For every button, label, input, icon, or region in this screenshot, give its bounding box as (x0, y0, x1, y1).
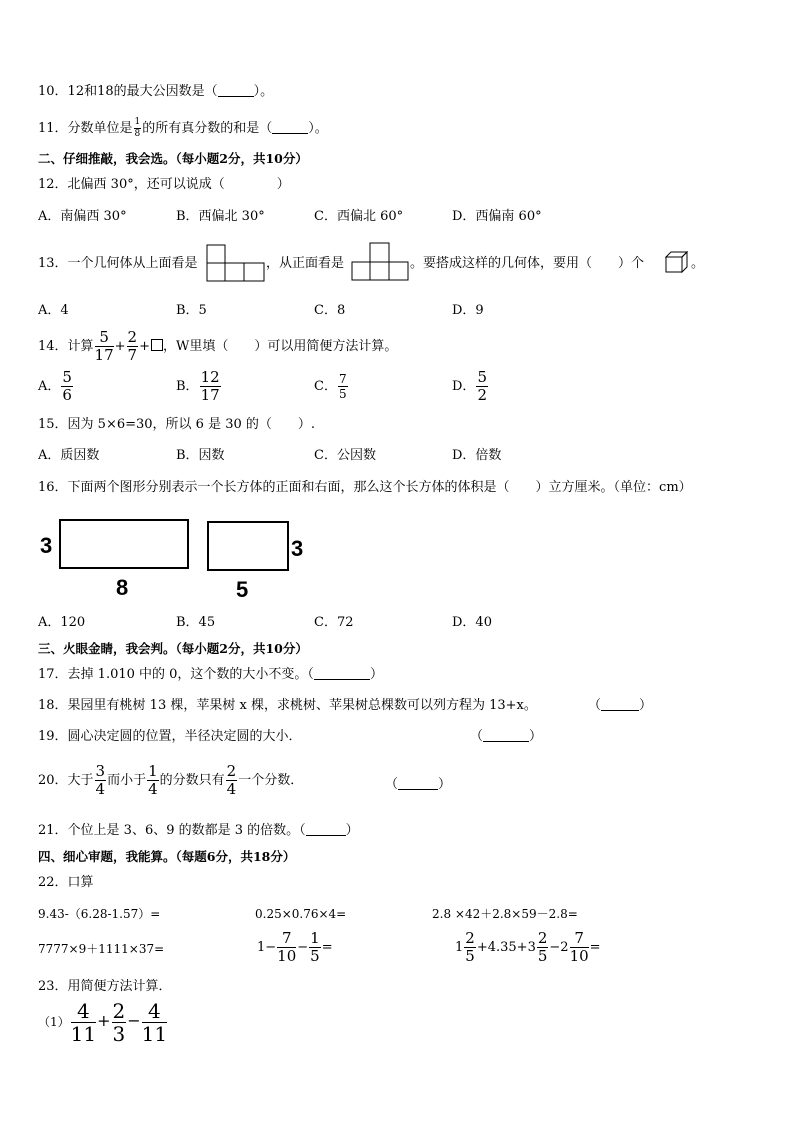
q15-option-b[interactable]: B．因数 (176, 448, 225, 463)
q13-option-b[interactable]: B．5 (176, 303, 207, 318)
q22-expr-1: 9.43-（6.28-1.57）= (38, 907, 161, 921)
q14-option-a[interactable]: A． $\frac{5}{6}$ (38, 368, 72, 404)
q11-fraction: $\frac{1}{8}$ (134, 117, 141, 139)
q14-option-d[interactable]: D． $\frac{5}{2}$ (452, 368, 487, 404)
q14-option-b[interactable]: B． $\frac{12}{17}$ (176, 368, 220, 404)
q17-text: 17．去掉 1.010 中的 0，这个数的大小不变。（ (38, 667, 314, 682)
front-width-label: 8 (116, 575, 129, 600)
q20-blank[interactable] (398, 777, 438, 790)
question-21: 21．个位上是 3、6、9 的数都是 3 的倍数。（ ） (38, 823, 359, 838)
front-height-label: 3 (40, 533, 53, 558)
q14-pre: 14．计算 (38, 339, 94, 354)
right-width-label: 5 (236, 577, 249, 602)
q12-option-b[interactable]: B．西偏北 30° (176, 209, 265, 224)
q13-pre: 13．一个几何体从上面看是 (38, 256, 198, 271)
q20-answer: （ ） (385, 777, 452, 792)
q17-blank[interactable] (314, 667, 370, 680)
q18-answer: （ ） (588, 698, 653, 713)
q15-option-d[interactable]: D．倍数 (452, 448, 502, 463)
q10-text: 10．12和18的最大公因数是（ (38, 84, 218, 99)
q22-expr-2: 0.25×0.76×4= (255, 907, 347, 921)
q18-blank[interactable] (601, 698, 639, 711)
question-17 (38, 667, 383, 683)
question-16: 16．下面两个图形分别表示一个长方体的正面和右面，那么这个长方体的体积是（ ）立方厘米。（单位：cm） (38, 480, 692, 495)
q14-option-c[interactable]: C． $\frac{7}{5}$ (314, 372, 347, 401)
q13-post: 。要搭成这样的几何体，要用（ ）个 (410, 256, 645, 271)
q22-expr-6: 1 $\frac{2}{5}$ +4.35+3 $\frac{2}{5}$ −2 $\frac{7}{10}$ = (455, 929, 601, 965)
q14-plus-1: + (114, 339, 126, 354)
q16-option-c[interactable]: C．72 (314, 615, 354, 630)
question-18: 18．果园里有桃树 13 棵，苹果树 x 棵，求桃树、苹果树总棵数可以列方程为 13+x。 (38, 698, 537, 713)
q22-expr-3: 2.8 ×42＋2.8×59－2.8= (432, 907, 578, 921)
q22-expr-5: 1− $\frac{7}{10}$ − $\frac{1}{5}$ = (257, 929, 333, 965)
q13-option-c[interactable]: C．8 (314, 303, 346, 318)
q11-blank[interactable] (272, 121, 308, 134)
question-12: 12．北偏西 30°，还可以说成（ ） (38, 177, 290, 192)
section-4-heading: 四、细心审题，我能算。（每题6分，共18分） (38, 849, 296, 864)
q23-title: 23．用简便方法计算． (38, 979, 172, 994)
q14-plus-2: + (139, 339, 150, 354)
section-3-heading: 三、火眼金睛，我会判。（每小题2分，共10分） (38, 641, 308, 656)
q13-option-d[interactable]: D．9 (452, 303, 484, 318)
q16-option-d[interactable]: D．40 (452, 615, 492, 630)
question-14 (38, 330, 397, 364)
q12-option-a[interactable]: A．南偏西 30° (38, 209, 127, 224)
q13-end: 。 (691, 256, 705, 271)
q22-title: 22．口算 (38, 875, 94, 890)
q22-expr-4: 7777×9＋1111×37= (38, 942, 165, 956)
q11-pre: 11．分数单位是 (38, 121, 133, 136)
q12-option-d[interactable]: D．西偏南 60° (452, 209, 542, 224)
q11-end: ）。 (308, 121, 328, 136)
q14-box (151, 339, 163, 351)
q14-fraction-2: $\frac{2}{7}$ (127, 328, 138, 364)
q10-blank[interactable] (218, 84, 254, 97)
question-19: 19．圆心决定圆的位置，半径决定圆的大小． (38, 729, 302, 744)
section-2-heading: 二、仔细推敲，我会选。（每小题2分，共10分） (38, 151, 308, 166)
q13-option-a[interactable]: A．4 (38, 303, 69, 318)
q23-part-1: （1） $\frac{4}{11}$ + $\frac{2}{3}$ − $\frac{4}{11}$ (38, 999, 168, 1046)
q16-option-a[interactable]: A．120 (38, 615, 86, 630)
q16-figure (38, 512, 318, 604)
q19-blank[interactable] (483, 729, 529, 742)
q14-post: ，W里填（ ）可以用简便方法计算。 (163, 339, 398, 354)
front-view-figure (351, 242, 411, 282)
cube-icon (665, 251, 689, 273)
question-10 (38, 84, 273, 100)
q17-end: ） (369, 667, 383, 682)
q15-option-c[interactable]: C．公因数 (314, 448, 376, 463)
q21-blank[interactable] (306, 823, 346, 836)
q19-answer: （ ） (470, 729, 543, 744)
q10-end: ）。 (253, 84, 274, 99)
front-face-rect (60, 520, 188, 568)
q11-post: 的所有真分数的和是（ (142, 121, 273, 136)
right-face-rect (208, 522, 288, 570)
question-20: 20．大于 $\frac{3}{4}$ 而小于 $\frac{1}{4}$ 的分数只有 $\frac{2}{4}$ 一个分数． (38, 762, 304, 798)
q12-option-c[interactable]: C．西偏北 60° (314, 209, 404, 224)
q14-fraction-1: $\frac{5}{17}$ (94, 328, 114, 364)
q15-option-a[interactable]: A．质因数 (38, 448, 100, 463)
top-view-figure (206, 244, 266, 282)
right-height-label: 3 (291, 536, 304, 561)
question-11 (38, 118, 328, 139)
question-15: 15．因为 5×6=30，所以 6 是 30 的（ ）. (38, 417, 316, 432)
q16-option-b[interactable]: B．45 (176, 615, 216, 630)
q13-mid: ，从正面看是 (266, 256, 345, 271)
